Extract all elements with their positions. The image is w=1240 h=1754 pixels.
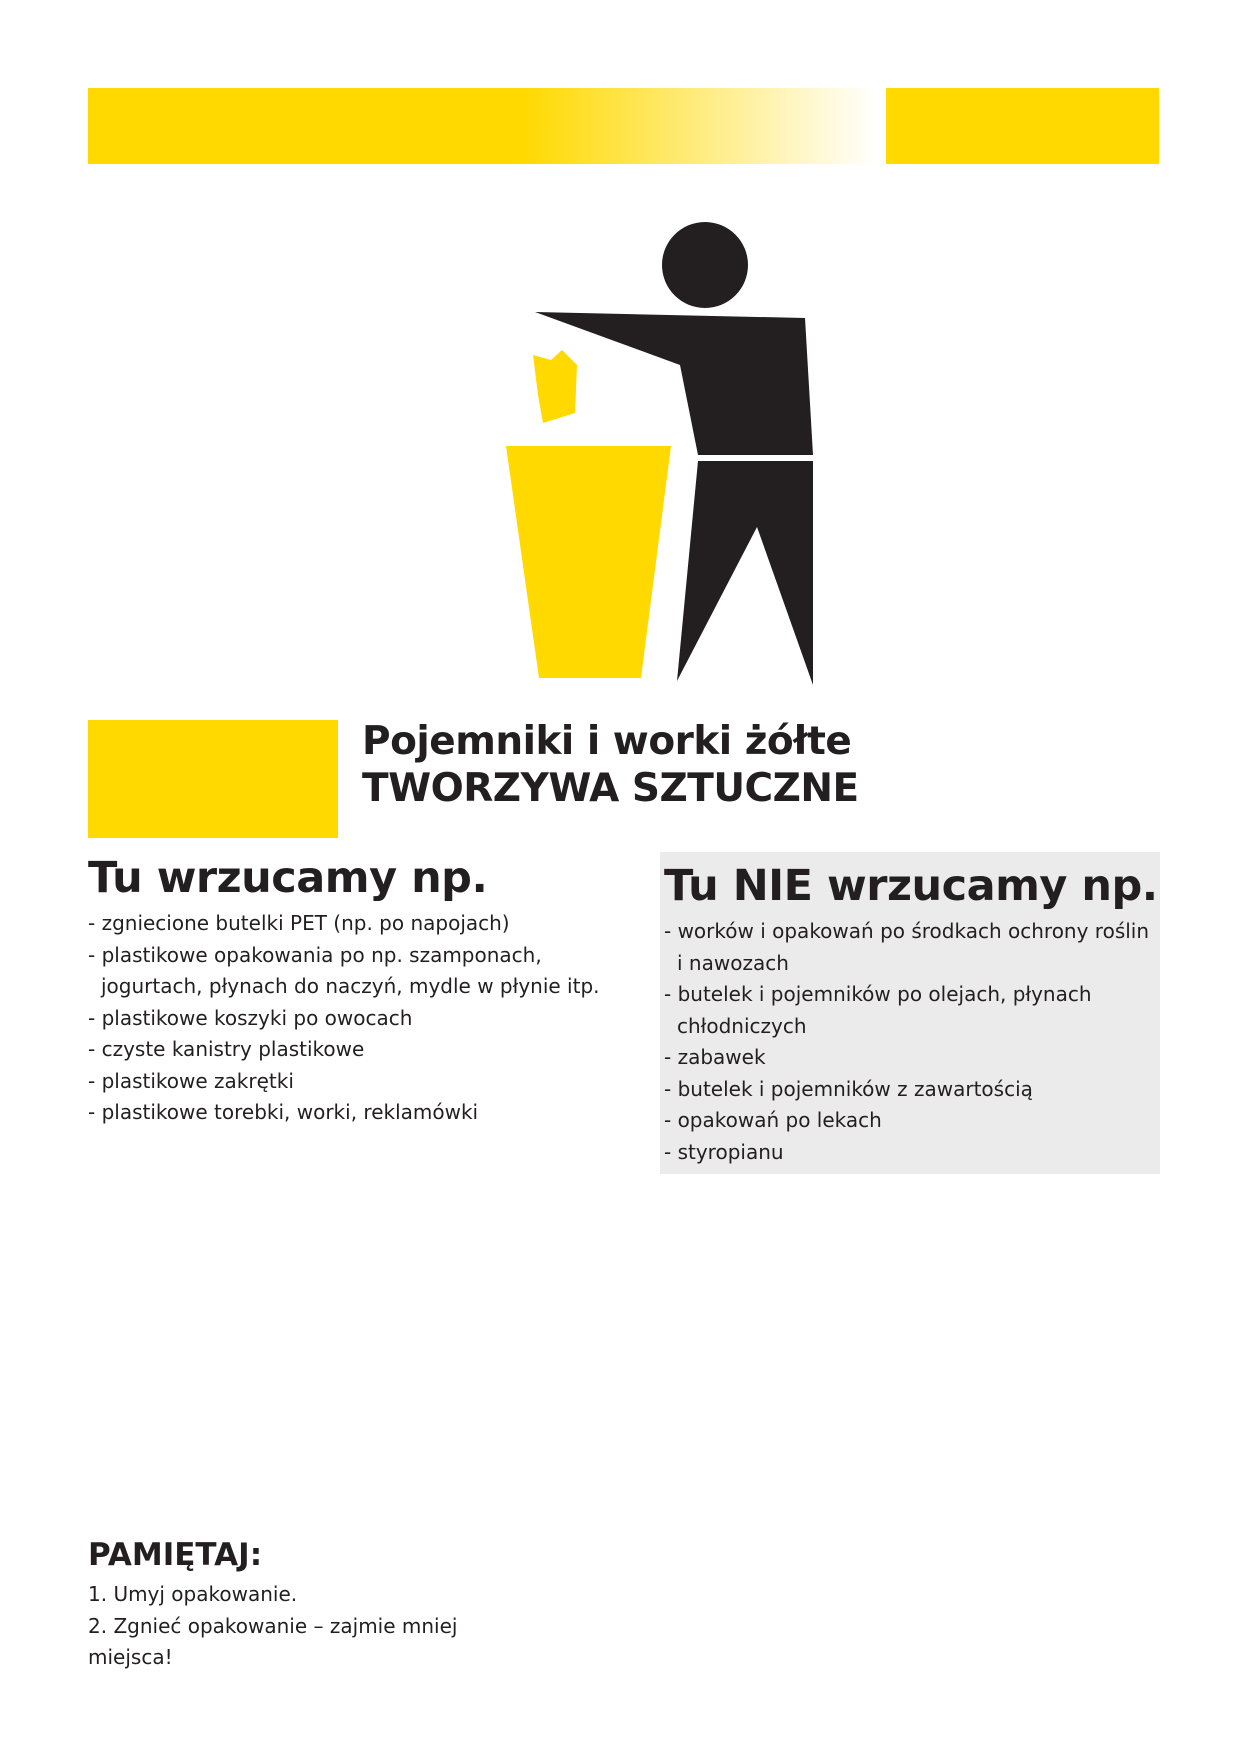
list-item: - styropianu	[664, 1139, 784, 1164]
title-line-1: Pojemniki i worki żółte	[362, 719, 852, 764]
title-line-2: TWORZYWA SZTUCZNE	[362, 766, 859, 811]
remember-step-1: 1. Umyj opakowanie.	[88, 1582, 298, 1606]
remember-step-2: 2. Zgnieć opakowanie – zajmie mniej miejsca!	[88, 1613, 458, 1669]
header-gradient-bar	[88, 88, 878, 164]
forbidden-heading: Tu NIE wrzucamy np.	[664, 861, 1158, 911]
figure-legs-icon	[677, 461, 813, 685]
litter-icon	[533, 350, 577, 423]
list-item: - butelek i pojemników z zawartością	[664, 1076, 1033, 1101]
figure-torso-icon	[535, 312, 813, 455]
list-item: - opakowań po lekach	[664, 1108, 882, 1132]
person-throwing-litter-in-bin-icon	[500, 215, 840, 690]
allowed-heading: Tu wrzucamy np.	[88, 853, 488, 903]
remember-heading: PAMIĘTAJ:	[88, 1537, 263, 1573]
title-accent-block	[88, 720, 338, 838]
header-solid-bar	[886, 88, 1159, 164]
page-title	[362, 718, 859, 812]
list-item: - plastikowe torebki, worki, reklamówki	[88, 1100, 479, 1124]
list-item: - zgniecione butelki PET (np. po napojach)	[88, 911, 510, 935]
remember-section	[88, 1535, 508, 1674]
figure-head-icon	[662, 222, 748, 308]
list-item: - plastikowe opakowania po np. szamponach, jogurtach, płynach do naczyń, mydle w płynie itp.	[88, 942, 600, 998]
list-item: - czyste kanistry plastikowe	[88, 1037, 365, 1061]
list-item: - plastikowe koszyki po owocach	[88, 1005, 413, 1030]
forbidden-list	[664, 916, 1160, 1168]
allowed-list	[88, 908, 608, 1129]
allowed-section	[88, 853, 608, 1129]
list-item: - butelek i pojemników po olejach, płynach chłodniczych	[664, 982, 1092, 1038]
list-item: - plastikowe zakrętki	[88, 1068, 294, 1093]
list-item: - zabawek	[664, 1045, 766, 1069]
bin-icon	[506, 446, 671, 678]
forbidden-section	[660, 852, 1160, 1174]
list-item: - worków i opakowań po środkach ochrony roślin i nawozach	[664, 919, 1150, 975]
